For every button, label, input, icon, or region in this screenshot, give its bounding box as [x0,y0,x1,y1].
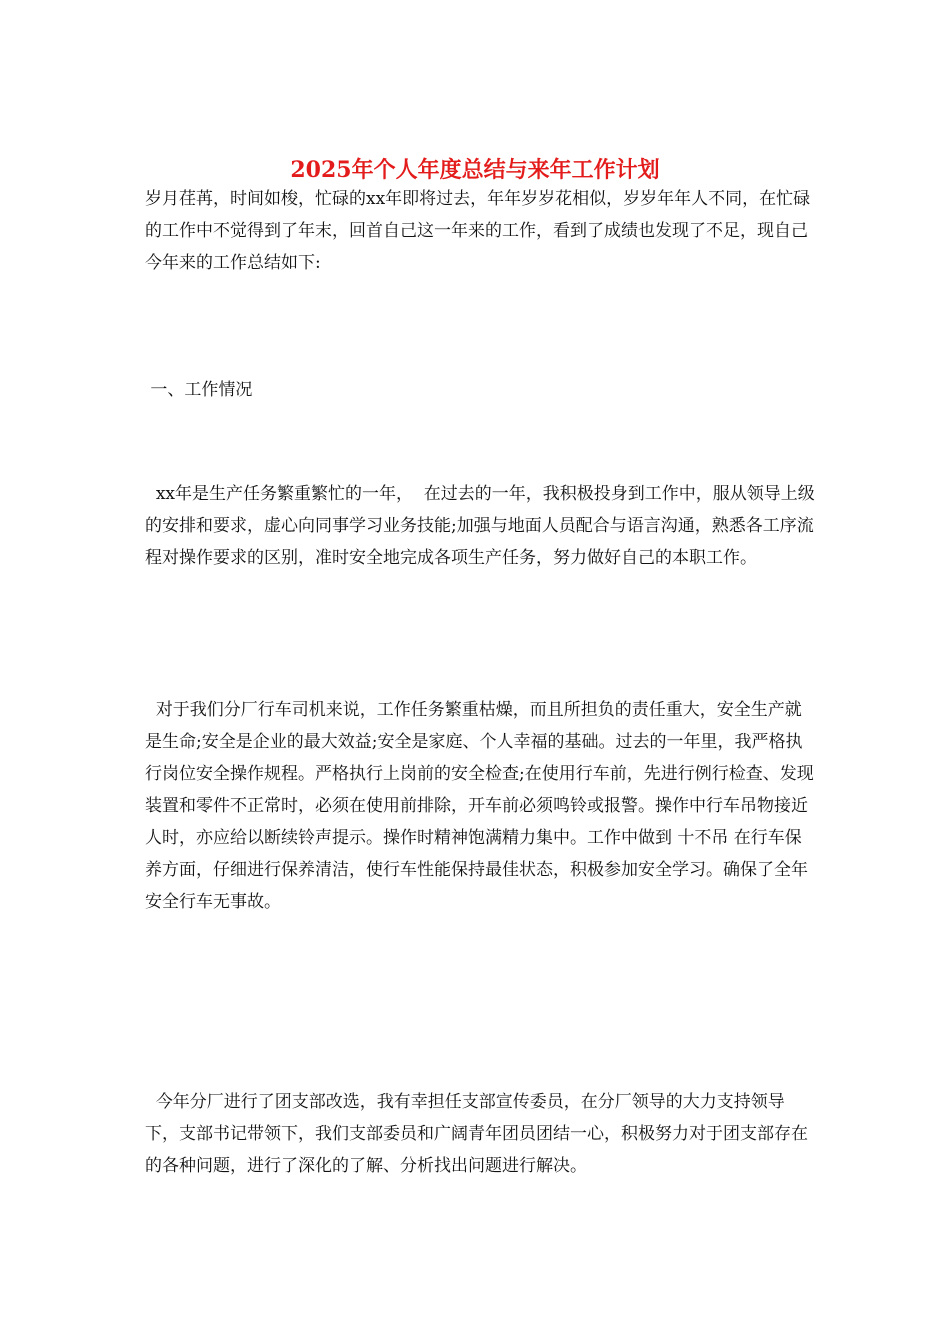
intro-paragraph: 岁月荏苒，时间如梭，忙碌的xx年即将过去，年年岁岁花相似，岁岁年年人不同，在忙碌的工作中不觉得到了年末，回首自己这一年来的工作，看到了成绩也发现了不足，现自己今年来的工作总结如下: [145,189,811,273]
work-paragraph-2: 对于我们分厂行车司机来说，工作任务繁重枯燥，而且所担负的责任重大，安全生产就是生命;安全是企业的最大效益;安全是家庭、个人幸福的基础。过去的一年里，我严格执行岗位安全操作规程。严格执行上岗前的安全检查;在使用行车前，先进行例行检查、发现装置和零件不正常时，必须在使用前排除，开车前必须鸣铃或报警。操作中行车吊物接近人时，亦应给以断续铃声提示。操作时精神饱满精力集中。工作中做到 十不吊 在行车保养方面，仔细进行保养清洁，使行车性能保持最佳状态，积极参加安全学习。确保了全年安全行车无事故。 [145,700,814,912]
work-paragraph-1: xx年是生产任务繁重繁忙的一年， 在过去的一年，我积极投身到工作中，服从领导上级的安排和要求，虚心向同事学习业务技能;加强与地面人员配合与语言沟通，熟悉各工序流程对操作要求的区别，准时安全地完成各项生产任务，努力做好自己的本职工作。 [145,484,815,568]
document-title: 2025年个人年度总结与来年工作计划 [290,157,660,183]
work-paragraph-3: 今年分厂进行了团支部改选，我有幸担任支部宣传委员，在分厂领导的大力支持领导下，支部书记带领下，我们支部委员和广阔青年团员团结一心，积极努力对于团支部存在的各种问题，进行了深化的了解、分析找出问题进行解决。 [145,1092,808,1176]
section-heading-work-situation: 一、工作情况 [145,380,253,400]
